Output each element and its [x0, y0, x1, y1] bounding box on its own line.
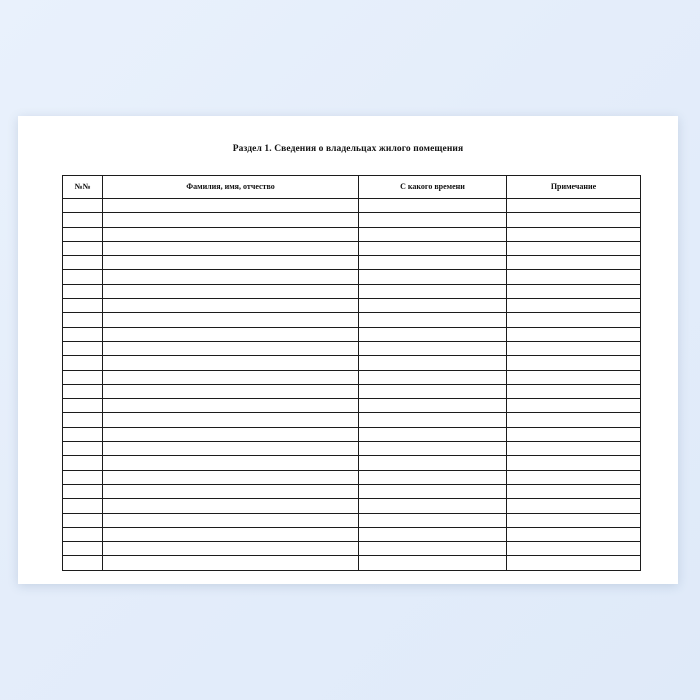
- cell-fullname[interactable]: [103, 241, 359, 255]
- cell-fullname[interactable]: [103, 213, 359, 227]
- table-header: [63, 176, 641, 199]
- table-row: [63, 399, 641, 413]
- cell-since[interactable]: [359, 256, 507, 270]
- cell-since[interactable]: [359, 384, 507, 398]
- cell-note[interactable]: [507, 227, 641, 241]
- table-row: [63, 241, 641, 255]
- cell-number[interactable]: [63, 413, 103, 427]
- cell-since[interactable]: [359, 313, 507, 327]
- table-row: [63, 327, 641, 341]
- cell-since[interactable]: [359, 542, 507, 556]
- cell-number[interactable]: [63, 213, 103, 227]
- cell-number[interactable]: [63, 499, 103, 513]
- cell-note[interactable]: [507, 199, 641, 213]
- cell-number[interactable]: [63, 442, 103, 456]
- cell-number[interactable]: [63, 542, 103, 556]
- registry-table-container: [62, 175, 640, 571]
- cell-fullname[interactable]: [103, 299, 359, 313]
- cell-number[interactable]: [63, 341, 103, 355]
- table-row: [63, 199, 641, 213]
- table-row: [63, 213, 641, 227]
- cell-since[interactable]: [359, 284, 507, 298]
- cell-since[interactable]: [359, 356, 507, 370]
- cell-note[interactable]: [507, 427, 641, 441]
- cell-fullname[interactable]: [103, 356, 359, 370]
- table-row: [63, 442, 641, 456]
- cell-note[interactable]: [507, 499, 641, 513]
- cell-since[interactable]: [359, 213, 507, 227]
- cell-fullname[interactable]: [103, 427, 359, 441]
- cell-fullname[interactable]: [103, 284, 359, 298]
- table-row: [63, 356, 641, 370]
- cell-note[interactable]: [507, 384, 641, 398]
- cell-number[interactable]: [63, 384, 103, 398]
- table-row: [63, 313, 641, 327]
- cell-fullname[interactable]: [103, 327, 359, 341]
- cell-note[interactable]: [507, 484, 641, 498]
- cell-since[interactable]: [359, 299, 507, 313]
- table-row: [63, 427, 641, 441]
- cell-since[interactable]: [359, 484, 507, 498]
- cell-since[interactable]: [359, 241, 507, 255]
- table-row: [63, 470, 641, 484]
- cell-note[interactable]: [507, 399, 641, 413]
- cell-since[interactable]: [359, 199, 507, 213]
- document-page: [18, 116, 678, 584]
- table-row: [63, 499, 641, 513]
- cell-number[interactable]: [63, 256, 103, 270]
- cell-since[interactable]: [359, 442, 507, 456]
- cell-number[interactable]: [63, 270, 103, 284]
- cell-number[interactable]: [63, 484, 103, 498]
- cell-since[interactable]: [359, 556, 507, 570]
- cell-number[interactable]: [63, 227, 103, 241]
- table-row: [63, 341, 641, 355]
- cell-since[interactable]: [359, 413, 507, 427]
- cell-number[interactable]: [63, 456, 103, 470]
- cell-fullname[interactable]: [103, 499, 359, 513]
- cell-since[interactable]: [359, 270, 507, 284]
- cell-number[interactable]: [63, 556, 103, 570]
- cell-fullname[interactable]: [103, 256, 359, 270]
- cell-since[interactable]: [359, 227, 507, 241]
- cell-since[interactable]: [359, 456, 507, 470]
- page-title: Раздел 1. Сведения о владельцах жилого помещения: [232, 144, 464, 154]
- cell-note[interactable]: [507, 299, 641, 313]
- cell-fullname[interactable]: [103, 399, 359, 413]
- cell-since[interactable]: [359, 399, 507, 413]
- cell-note[interactable]: [507, 284, 641, 298]
- cell-fullname[interactable]: [103, 527, 359, 541]
- cell-note[interactable]: [507, 313, 641, 327]
- cell-fullname[interactable]: [103, 384, 359, 398]
- cell-since[interactable]: [359, 499, 507, 513]
- cell-note[interactable]: [507, 270, 641, 284]
- cell-number[interactable]: [63, 427, 103, 441]
- cell-fullname[interactable]: [103, 470, 359, 484]
- cell-number[interactable]: [63, 313, 103, 327]
- cell-fullname[interactable]: [103, 413, 359, 427]
- cell-number[interactable]: [63, 399, 103, 413]
- cell-fullname[interactable]: [103, 313, 359, 327]
- table-row: [63, 299, 641, 313]
- table-header-row: [63, 176, 641, 199]
- table-row: [63, 542, 641, 556]
- column-header-number: №№: [63, 176, 103, 199]
- cell-number[interactable]: [63, 284, 103, 298]
- cell-note[interactable]: [507, 241, 641, 255]
- cell-note[interactable]: [507, 341, 641, 355]
- table-row: [63, 256, 641, 270]
- registry-table: [62, 175, 641, 571]
- table-row: [63, 384, 641, 398]
- cell-number[interactable]: [63, 513, 103, 527]
- table-body: [63, 199, 641, 571]
- cell-number[interactable]: [63, 356, 103, 370]
- cell-note[interactable]: [507, 256, 641, 270]
- cell-number[interactable]: [63, 241, 103, 255]
- cell-fullname[interactable]: [103, 370, 359, 384]
- cell-since[interactable]: [359, 427, 507, 441]
- cell-note[interactable]: [507, 356, 641, 370]
- cell-since[interactable]: [359, 370, 507, 384]
- table-row: [63, 370, 641, 384]
- cell-since[interactable]: [359, 341, 507, 355]
- cell-note[interactable]: [507, 527, 641, 541]
- cell-note[interactable]: [507, 327, 641, 341]
- column-header-since: С какого времени: [359, 176, 507, 199]
- cell-number[interactable]: [63, 527, 103, 541]
- cell-fullname[interactable]: [103, 442, 359, 456]
- table-row: [63, 527, 641, 541]
- cell-fullname[interactable]: [103, 556, 359, 570]
- table-row: [63, 270, 641, 284]
- table-row: [63, 456, 641, 470]
- cell-number[interactable]: [63, 470, 103, 484]
- table-row: [63, 484, 641, 498]
- cell-number[interactable]: [63, 299, 103, 313]
- cell-fullname[interactable]: [103, 542, 359, 556]
- cell-fullname[interactable]: [103, 484, 359, 498]
- column-header-fullname: Фамилия, имя, отчество: [103, 176, 359, 199]
- table-row: [63, 284, 641, 298]
- cell-note[interactable]: [507, 413, 641, 427]
- table-row: [63, 556, 641, 570]
- cell-note[interactable]: [507, 556, 641, 570]
- cell-since[interactable]: [359, 470, 507, 484]
- cell-note[interactable]: [507, 542, 641, 556]
- cell-number[interactable]: [63, 199, 103, 213]
- cell-note[interactable]: [507, 370, 641, 384]
- cell-since[interactable]: [359, 327, 507, 341]
- cell-note[interactable]: [507, 513, 641, 527]
- cell-note[interactable]: [507, 442, 641, 456]
- cell-note[interactable]: [507, 470, 641, 484]
- cell-fullname[interactable]: [103, 270, 359, 284]
- table-row: [63, 227, 641, 241]
- cell-fullname[interactable]: [103, 456, 359, 470]
- cell-note[interactable]: [507, 456, 641, 470]
- cell-fullname[interactable]: [103, 199, 359, 213]
- cell-since[interactable]: [359, 527, 507, 541]
- cell-fullname[interactable]: [103, 341, 359, 355]
- cell-note[interactable]: [507, 213, 641, 227]
- cell-fullname[interactable]: [103, 513, 359, 527]
- table-row: [63, 513, 641, 527]
- cell-number[interactable]: [63, 370, 103, 384]
- cell-fullname[interactable]: [103, 227, 359, 241]
- table-row: [63, 413, 641, 427]
- cell-since[interactable]: [359, 513, 507, 527]
- column-header-note: Примечание: [507, 176, 641, 199]
- cell-number[interactable]: [63, 327, 103, 341]
